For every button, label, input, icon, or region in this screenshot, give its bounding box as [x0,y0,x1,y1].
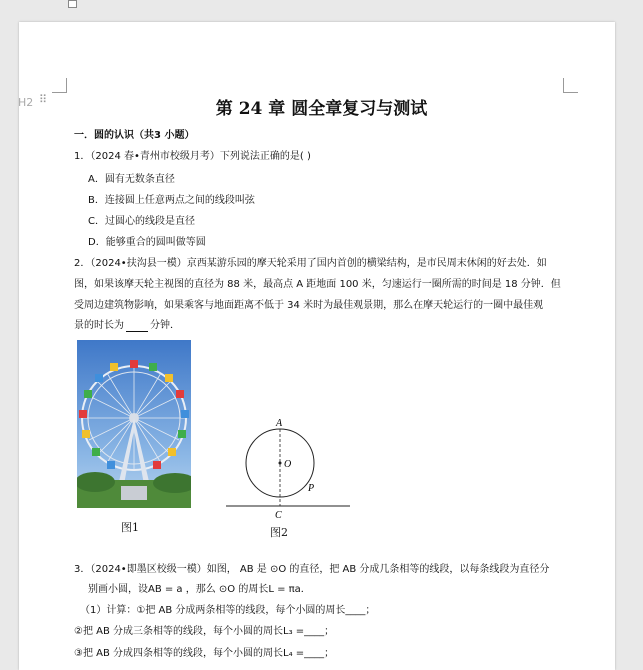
chapter-title: 第 24 章 圆全章复习与测试 [215,99,428,119]
point-o-label: O [284,459,292,470]
figure-2-caption: 图2 [270,526,288,539]
q3-line-1: 3．（2024•即墨区校级一模）如图， AB 是 ⊙O 的直径，把 AB 分成几条相等的线段，以每条线段为直径分 [74,564,550,575]
q1-option-b: B．连接圆上任意两点之间的线段叫弦 [88,195,255,206]
q2-line-4 [74,320,180,332]
q3-line-5: ③把 AB 分成四条相等的线段，每个小圆的周长L₄ =____； [74,648,335,659]
heading-level-label: H2 [18,96,34,109]
point-c-label: C [275,510,282,521]
figure-1-caption: 图1 [121,521,139,534]
point-p-label: P [308,483,315,494]
q1-option-c: C．过圆心的线段是直径 [88,216,195,227]
crop-mark-top-left [52,78,67,93]
q3-line-2: 别画小圆，设AB = a ，那么 ⊙O 的周长L = πa． [88,584,311,595]
drag-handle-icon[interactable]: ⠿ [39,93,47,106]
circle-diagram [223,412,353,522]
crop-mark-top-right [563,78,578,93]
ferris-wheel-photo [77,340,191,508]
q2-line-4-end: 分钟． [150,320,180,331]
q1-option-d: D．能够重合的圆叫做等圆 [88,237,206,248]
ruler-marker[interactable] [68,0,77,8]
top-toolbar-strip [0,0,643,10]
q2-line-1: 2．（2024•扶沟县一模）京西某游乐园的摩天轮采用了国内首创的横梁结构，是市民周末休闲的好去处．如 [74,258,547,269]
section-heading: 一．圆的认识（共3 小题） [74,130,195,141]
point-a-label: A [276,418,283,429]
q2-line-3: 受周边建筑物影响，如果乘客与地面距离不低于 34 米时为最佳观景期，那么在摩天轮运行的一圈中最佳观 [74,300,544,311]
q1-stem: 1．（2024 春•青州市校级月考）下列说法正确的是( ) [74,151,311,162]
q2-line-2: 图，如果该摩天轮主视图的直径为 88 米，最高点 A 距地面 100 米，匀速运行一圈所需的时间是 18 分钟．但 [74,279,561,290]
q3-line-3: （1）计算：①把 AB 分成两条相等的线段，每个小圆的周长____； [80,605,376,616]
q1-option-a: A．圆有无数条直径 [88,174,175,185]
q3-line-4: ②把 AB 分成三条相等的线段，每个小圆的周长L₃ =____； [74,626,335,637]
q2-line-4-start: 景的时长为 [74,320,124,331]
answer-blank[interactable] [126,321,148,332]
